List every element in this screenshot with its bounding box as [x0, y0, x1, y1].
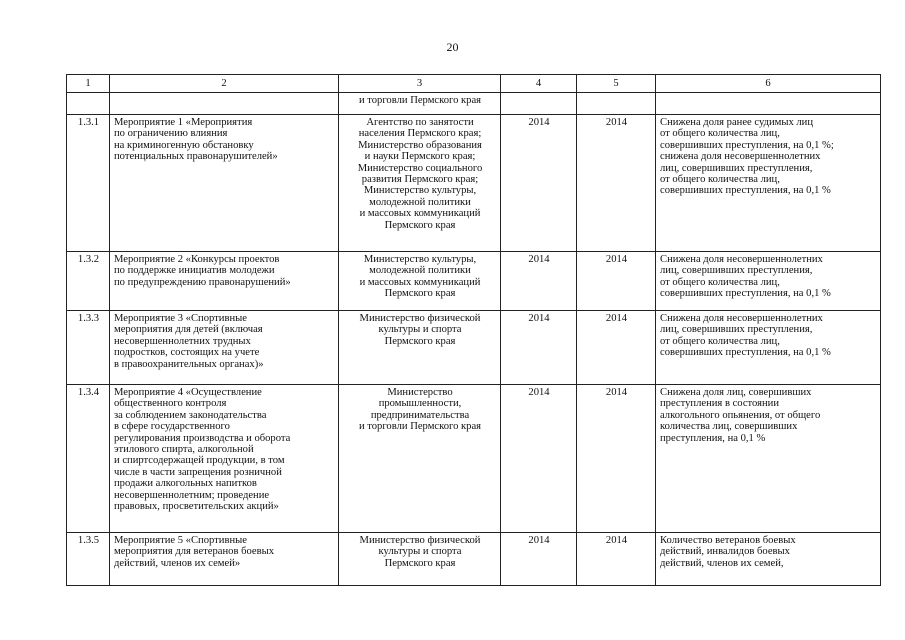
cell-executor: Министерство физической культуры и спорта Пермского края [339, 311, 501, 385]
cell-executor: Министерство культуры, молодежной политики и массовых коммуникаций Пермского края [339, 252, 501, 311]
cell-name: Мероприятие 5 «Спортивные мероприятия для ветеранов боевых действий, членов их семей» [110, 533, 339, 586]
cell-start: 2014 [501, 385, 577, 533]
cell-executor: Министерство промышленности, предпринимательства и торговли Пермского края [339, 385, 501, 533]
cell-executor: Агентство по занятости населения Пермского края; Министерство образования и науки Пермского края; Министерство социального развития Пермского края; Министерство культуры, молодежной политики и массовых коммуникаций Пермского края [339, 115, 501, 252]
header-col-2: 2 [110, 75, 339, 93]
page-number: 20 [446, 40, 459, 54]
header-col-3: 3 [339, 75, 501, 93]
header-row [67, 75, 881, 93]
cell-result: Снижена доля несовершеннолетних лиц, совершивших преступления, от общего количества лиц, совершивших преступления, на 0,1 % [656, 311, 881, 385]
cell-name: Мероприятие 2 «Конкурсы проектов по поддержке инициатив молодежи по предупреждению правонарушений» [110, 252, 339, 311]
cell-number: 1.3.3 [67, 311, 110, 385]
cell-start: 2014 [501, 311, 577, 385]
cell-end: 2014 [577, 252, 656, 311]
header-col-1: 1 [67, 75, 110, 93]
cell-start: 2014 [501, 252, 577, 311]
cell-end: 2014 [577, 533, 656, 586]
continuation-row [67, 93, 881, 115]
cell-end [577, 93, 656, 115]
cell-number: 1.3.4 [67, 385, 110, 533]
table-row [67, 533, 881, 586]
cell-end: 2014 [577, 385, 656, 533]
cell-start: 2014 [501, 115, 577, 252]
cell-name: Мероприятие 4 «Осуществление общественного контроля за соблюдением законодательства в сфере государственного регулирования производства и оборота этилового спирта, алкогольной и спиртсодержащей продукции, в том числе в части запрещения розничной продажи алкогольных напитков несовершеннолетним; проведение правовых, просветительских акций» [110, 385, 339, 533]
cell-number: 1.3.5 [67, 533, 110, 586]
table-row [67, 385, 881, 533]
cell-name [110, 93, 339, 115]
cell-name: Мероприятие 3 «Спортивные мероприятия для детей (включая несовершеннолетних трудных подростков, состоящих на учете в правоохранительных органах)» [110, 311, 339, 385]
cell-end: 2014 [577, 311, 656, 385]
cell-start: 2014 [501, 533, 577, 586]
table-row [67, 311, 881, 385]
table-row [67, 115, 881, 252]
table-row [67, 252, 881, 311]
cell-executor: Министерство физической культуры и спорта Пермского края [339, 533, 501, 586]
header-col-5: 5 [577, 75, 656, 93]
measures-table [66, 74, 881, 586]
cell-number: 1.3.2 [67, 252, 110, 311]
header-col-6: 6 [656, 75, 881, 93]
cell-result: Снижена доля ранее судимых лиц от общего количества лиц, совершивших преступления, на 0,1 %; снижена доля несовершеннолетних лиц, совершивших преступления, от общего количества лиц, совершивших преступления, на 0,1 % [656, 115, 881, 252]
cell-number: 1.3.1 [67, 115, 110, 252]
header-col-4: 4 [501, 75, 577, 93]
cell-end: 2014 [577, 115, 656, 252]
cell-result: Количество ветеранов боевых действий, инвалидов боевых действий, членов их семей, [656, 533, 881, 586]
cell-result: Снижена доля несовершеннолетних лиц, совершивших преступления, от общего количества лиц, совершивших преступления, на 0,1 % [656, 252, 881, 311]
cell-result [656, 93, 881, 115]
cell-number [67, 93, 110, 115]
cell-executor: и торговли Пермского края [339, 93, 501, 115]
cell-start [501, 93, 577, 115]
cell-result: Снижена доля лиц, совершивших преступления в состоянии алкогольного опьянения, от общего количества лиц, совершивших преступления, на 0,1 % [656, 385, 881, 533]
cell-name: Мероприятие 1 «Мероприятия по ограничению влияния на криминогенную обстановку потенциальных правонарушителей» [110, 115, 339, 252]
